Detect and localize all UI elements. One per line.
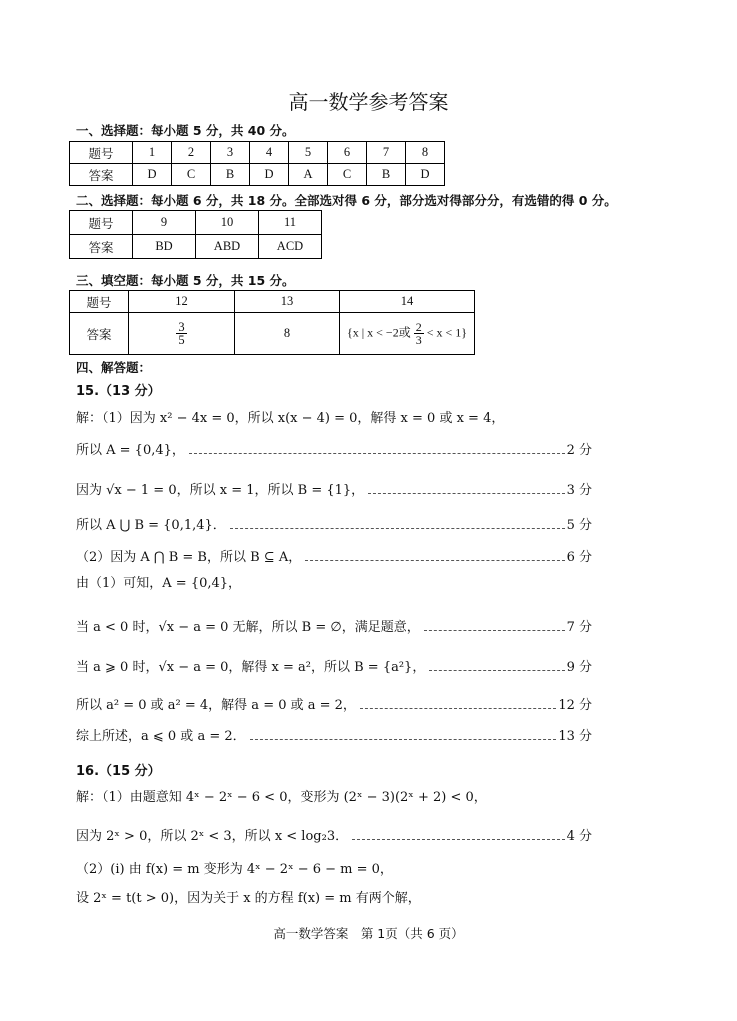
answer-cell-13: 8 [235,313,340,355]
question-number: 11 [259,211,322,235]
choice-answer-table-2 [69,210,322,259]
solution-text: 当 a ⩾ 0 时，√x − a = 0，解得 x = a²，所以 B = {a²}， [76,660,426,675]
solution-text: 综上所述，a ⩽ 0 或 a = 2． [76,729,246,744]
question-number: 13 [235,291,340,313]
dash-leader [360,708,556,709]
choice-answer-table-1 [69,141,445,186]
question-number: 12 [129,291,235,313]
solution-text: 所以 A = {0,4}， [76,443,185,458]
dash-leader [305,560,564,561]
section-3-heading: 三、填空题：每小题 5 分，共 15 分。 [76,273,295,288]
row-label-answer: 答案 [70,313,129,355]
answer-cell: C [328,164,367,186]
points: 3 分 [566,483,592,498]
question-number: 3 [211,142,250,164]
answer-cell-12 [129,313,235,355]
solution-line: 由（1）可知，A = {0,4}， [76,576,242,591]
question-number: 14 [340,291,475,313]
dash-leader [352,839,565,840]
row-label-question: 题号 [70,211,133,235]
numerator: 3 [178,319,185,334]
row-label-answer: 答案 [70,164,133,186]
denominator: 3 [415,333,422,347]
question-number: 4 [250,142,289,164]
question-number: 1 [133,142,172,164]
solution-text: （2）因为 A ⋂ B = B，所以 B ⊆ A， [76,550,302,565]
answer-cell: C [172,164,211,186]
set-prefix: {x | x < −2或 [347,325,411,340]
scoring-line [76,693,592,713]
solution-text: 所以 a² = 0 或 a² = 4，解得 a = 0 或 a = 2， [76,698,356,713]
question-number: 5 [289,142,328,164]
set-suffix: < x < 1} [426,325,467,340]
row-label-answer: 答案 [70,235,133,259]
solution-line: 解：（1）因为 x² − 4x = 0，所以 x(x − 4) = 0，解得 x = 0 或 x = 4， [76,411,505,426]
scoring-line [76,615,592,635]
points: 4 分 [566,829,592,844]
dash-leader [368,493,564,494]
problem-15-heading: 15.（13 分） [76,384,161,399]
denominator: 5 [178,333,185,347]
question-number: 8 [406,142,445,164]
answer-cell: ABD [196,235,259,259]
scoring-line [76,724,592,744]
answer-cell: ACD [259,235,322,259]
solution-text: 因为 √x − 1 = 0，所以 x = 1，所以 B = {1}， [76,483,365,498]
points: 6 分 [566,550,592,565]
question-number: 2 [172,142,211,164]
dash-leader [250,739,557,740]
solution-line: 解：（1）由题意知 4ˣ − 2ˣ − 6 < 0，变形为 (2ˣ − 3)(2ˣ + 2) < 0， [76,790,487,805]
points: 13 分 [558,729,592,744]
question-number: 7 [367,142,406,164]
answer-cell: D [133,164,172,186]
points: 12 分 [558,698,592,713]
dash-leader [189,453,565,454]
solution-text: 所以 A ⋃ B = {0,1,4}． [76,518,226,533]
row-label-question: 题号 [70,291,129,313]
answer-cell: B [367,164,406,186]
scoring-line [76,824,592,844]
section-1-heading: 一、选择题：每小题 5 分，共 40 分。 [76,123,295,138]
dash-leader [424,630,565,631]
answer-cell: D [250,164,289,186]
answer-cell: B [211,164,250,186]
fill-answer-table [69,290,475,355]
solution-line: 设 2ˣ = t(t > 0)，因为关于 x 的方程 f(x) = m 有两个解， [76,891,421,906]
solution-text: 当 a < 0 时，√x − a = 0 无解，所以 B = ∅，满足题意， [76,620,420,635]
numerator: 2 [415,320,422,334]
solution-line: （2）(i) 由 f(x) = m 变形为 4ˣ − 2ˣ − 6 − m = 0， [76,862,393,877]
row-label-question: 题号 [70,142,133,164]
page-footer: 高一数学答案 第 1页（共 6 页） [273,926,464,941]
problem-16-heading: 16.（15 分） [76,764,161,779]
question-number: 10 [196,211,259,235]
points: 9 分 [566,660,592,675]
answer-cell: BD [133,235,196,259]
answer-cell: D [406,164,445,186]
scoring-line [76,545,592,565]
scoring-line [76,478,592,498]
scoring-line [76,655,592,675]
answer-cell: A [289,164,328,186]
scoring-line [76,438,592,458]
solution-text: 因为 2ˣ > 0，所以 2ˣ < 3，所以 x < log₂3． [76,829,349,844]
points: 7 分 [566,620,592,635]
page-title: 高一数学参考答案 [288,90,449,114]
points: 2 分 [566,443,592,458]
question-number: 6 [328,142,367,164]
dash-leader [230,528,565,529]
section-4-heading: 四、解答题： [76,360,152,375]
question-number: 9 [133,211,196,235]
section-2-heading: 二、选择题：每小题 6 分，共 18 分。全部选对得 6 分，部分选对得部分分，有选错的得 0 分。 [76,193,617,208]
fraction [176,321,186,347]
scoring-line [76,513,592,533]
dash-leader [429,670,564,671]
answer-cell-14 [340,313,475,355]
fraction [414,321,424,346]
points: 5 分 [566,518,592,533]
